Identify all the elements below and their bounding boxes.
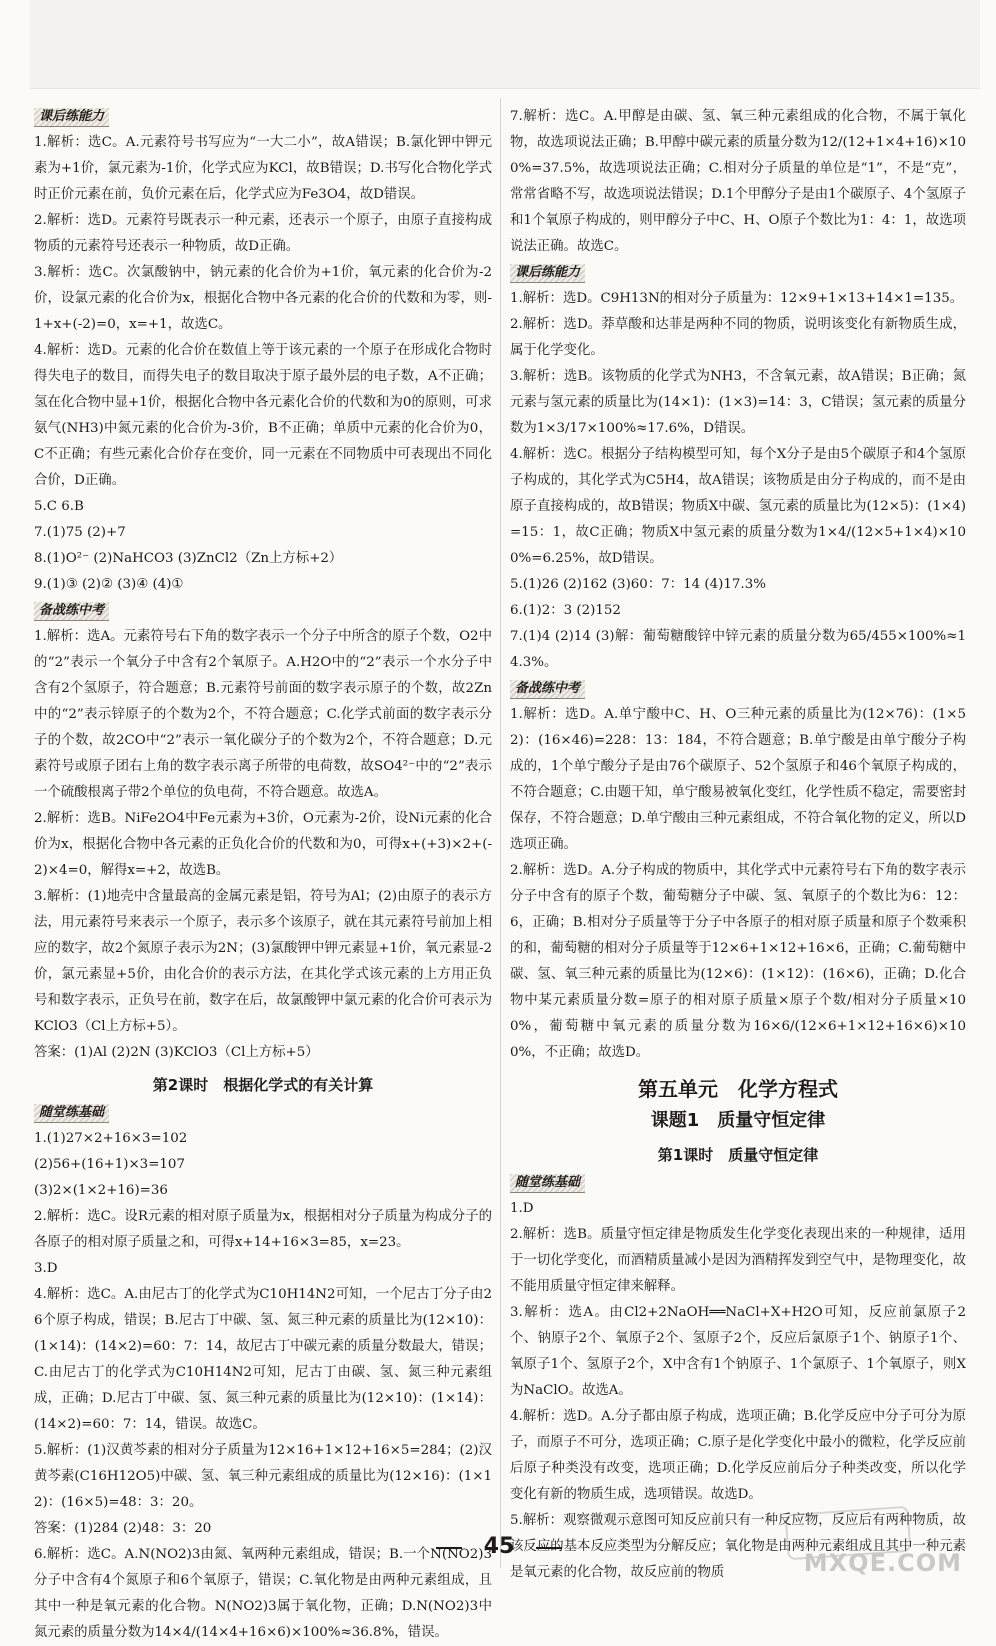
right-exam-answer-1: 1.解析：选D。A.单宁酸中C、H、O三种元素的质量比为(12×76)：(1×52)：(16×46)=228：13：184，不符合题意；B.单宁酸是由单宁酸分子构成的，1个单宁酸分子是由76个碳原子、52个氢原子和46个氧原子构成的，不符合题意；C.由题干知，单宁酸易被氧化变红，化学性质不稳定，需要密封保存，不符合题意；D.单宁酸由三种元素组成，不符合氧化物的定义，所以D选项正确。 xyxy=(510,707,966,852)
answer-left-4: 4.解析：选D。元素的化合价在数值上等于该元素的一个原子在形成化合物时得失电子的数目，而得失电子的数目取决于原子最外层的电子数，A不正确；氢在化合物中显+1价，根据化合物中各元素化合价的代数和为0的原则，可求氨气(NH3)中氮元素的化合价为-3价，B不正确；单质中元素的化合价为0，C不正确；有些元素化合价存在变价，同一元素在不同物质中可表现出不同化合价，D正确。 xyxy=(34,343,492,488)
answer-left-8: 8.(1)O²⁻ (2)NaHCO3 (3)ZnCl2（Zn上方标+2） xyxy=(34,551,343,566)
right-answer-7: 7.解析：选C。A.甲醇是由碳、氢、氧三种元素组成的化合物，不属于氧化物，故选项说法正确；B.甲醇中碳元素的质量分数为12/(12+1×4+16)×100%=37.5%，故选项说法正确；C.相对分子质量的单位是“1”，不是“克”，常常省略不写，故选项说法错误；D.1个甲醇分子是由1个碳原子、4个氢原子和1个氧原子构成的，则甲醇分子中C、H、O原子个数比为1：4：1，故选项说法正确。故选C。 xyxy=(510,109,966,254)
right-section-label-exam: 备战练中考 xyxy=(510,680,585,699)
lesson-title-calculation: 第2课时 根据化学式的有关计算 xyxy=(152,1076,374,1094)
section-label-basic-practice: 随堂练基础 xyxy=(34,1104,109,1123)
right-after-answer-7: 7.(1)4 (2)14 (3)解：葡萄糖酸锌中锌元素的质量分数为65/455×100%≈14.3%。 xyxy=(510,629,966,670)
right-after-answer-2: 2.解析：选D。莽草酸和达菲是两种不同的物质，说明该变化有新物质生成，属于化学变化。 xyxy=(510,317,966,358)
answer-left-3: 3.解析：选C。次氯酸钠中，钠元素的化合价为+1价，氧元素的化合价为-2价，设氯元素的化合价为x，根据化合物中各元素的化合价的代数和为零，则-1+x+(-2)=0，x=+1，故选C。 xyxy=(34,265,492,332)
right-after-answer-3: 3.解析：选B。该物质的化学式为NH3，不含氧元素，故A错误；B正确；氮元素与氢元素的质量比为(14×1)：(1×3)=14：3，C错误；氢元素的质量分数为1×3/17×100%≈17.6%，D错误。 xyxy=(510,369,966,436)
conservation-answer-2: 2.解析：选B。质量守恒定律是物质发生化学变化表现出来的一种规律，适用于一切化学变化，而酒精质量减小是因为酒精挥发到空气中，是物理变化，故不能用质量守恒定律来解释。 xyxy=(510,1227,966,1294)
answer-left-1: 1.解析：选C。A.元素符号书写应为“一大二小”，故A错误；B.氯化钾中钾元素为+1价，氯元素为-1价，化学式应为KCl，故B错误；D.书写化合物化学式时正价元素在前，负价元素在后，化学式应为Fe3O4，故D错误。 xyxy=(34,135,492,202)
unit-title: 第五单元 化学方程式 xyxy=(638,1077,838,1101)
exam-answer-2: 2.解析：选B。NiFe2O4中Fe元素为+3价，O元素为-2价，设Ni元素的化合价为x，根据化合物中各元素的正负化合价的代数和为0，可得x+(+3)×2+(-2)×4=0，解得x=+2，故选B。 xyxy=(34,811,492,878)
basic-answer-5: 5.解析：(1)汉黄芩素的相对分子质量为12×16+1×12+16×5=284；(2)汉黄芩素(C16H12O5)中碳、氢、氧三种元素组成的质量比为(12×16)：(1×12)：(16×5)=48：3：20。 xyxy=(34,1443,492,1510)
basic-answer-1a: 1.(1)27×2+16×3=102 xyxy=(34,1131,188,1146)
right-after-answer-5: 5.(1)26 (2)162 (3)60：7：14 (4)17.3% xyxy=(510,577,766,592)
header-margin xyxy=(30,0,980,89)
page-number: 45 xyxy=(460,1535,538,1559)
exam-answer-final: 答案：(1)Al (2)2N (3)KClO3（Cl上方标+5） xyxy=(34,1045,319,1060)
right-after-answer-1: 1.解析：选D。C9H13N的相对分子质量为：12×9+1×13+14×1=135。 xyxy=(510,291,964,306)
column-divider xyxy=(500,98,501,1568)
basic-answer-1b: (2)56+(16+1)×3=107 xyxy=(34,1157,185,1172)
right-column xyxy=(510,104,966,1580)
right-section-label-basic-practice: 随堂练基础 xyxy=(510,1174,585,1193)
answer-left-5-6: 5.C 6.B xyxy=(34,499,84,514)
exam-answer-3: 3.解析：(1)地壳中含量最高的金属元素是铝，符号为Al；(2)由原子的表示方法，用元素符号来表示一个原子，表示多个该原子，就在其元素符号前加上相应的数字，故2个氮原子表示为2N；(3)氯酸钾中钾元素显+1价，氧元素显-2价，氯元素显+5价，由化合价的表示方法，在其化学式该元素的上方用正负号和数字表示，正负号在前，数字在后，故氯酸钾中氯元素的化合价可表示为KClO3（Cl上方标+5）。 xyxy=(34,889,492,1034)
basic-answer-2: 2.解析：选C。设R元素的相对原子质量为x，根据相对分子质量为构成分子的各原子的相对原子质量之和，可得x+14+16×3=85，x=23。 xyxy=(34,1209,492,1250)
section-label-exam: 备战练中考 xyxy=(34,602,109,621)
left-column xyxy=(34,104,492,1640)
conservation-answer-5: 5.解析：观察微观示意图可知反应前只有一种反应物，反应后有两种物质，故该反应的基本反应类型为分解反应；氧化物是由两种元素组成且其中一种元素是氧元素的化合物，故反应前的物质 xyxy=(510,1513,966,1580)
answer-left-9: 9.(1)③ (2)② (3)④ (4)① xyxy=(34,577,184,592)
conservation-answer-4: 4.解析：选D。A.分子都由原子构成，选项正确；B.化学反应中分子可分为原子，而原子不可分，选项正确；C.原子是化学变化中最小的微粒，化学反应前后原子种类没有改变，选项正确；D.化学反应前后分子种类改变，所以化学变化有新的物质生成，选项错误。故选D。 xyxy=(510,1409,966,1502)
answer-left-2: 2.解析：选D。元素符号既表示一种元素，还表示一个原子，由原子直接构成物质的元素符号还表示一种物质，故D正确。 xyxy=(34,213,492,254)
basic-answer-6: 6.解析：选C。A.N(NO2)3由氮、氧两种元素组成，错误；B.一个N(NO2)3分子中含有4个氮原子和6个氧原子，错误；C.氧化物是由两种元素组成，且其中一种是氧元素的化合物。N(NO2)3属于氧化物，正确；D.N(NO2)3中氮元素的质量分数为14×4/(14×4+16×6)×100%≈36.8%，错误。 xyxy=(34,1547,492,1640)
conservation-answer-3: 3.解析：选A。由Cl2+2NaOH══NaCl+X+H2O可知，反应前氯原子2个、钠原子2个、氧原子2个、氢原子2个，反应后氯原子1个、钠原子1个、氧原子1个、氢原子2个，X中含有1个钠原子、1个氯原子、1个氧原子，则X为NaClO。故选A。 xyxy=(510,1305,966,1398)
right-after-answer-4: 4.解析：选C。根据分子结构模型可知，每个X分子是由5个碳原子和4个氢原子构成的，其化学式为C5H4，故A错误；该物质是由分子构成的，而不是由原子直接构成的，故B错误；物质X中碳、氢元素的质量比为(12×5)：(1×4)=15：1，故C正确；物质X中氢元素的质量分数为1×4/(12×5+1×4)×100%=6.25%，故D错误。 xyxy=(510,447,966,566)
right-section-label-after-class: 课后练能力 xyxy=(510,264,585,283)
topic-title: 课题1 质量守恒定律 xyxy=(650,1110,826,1131)
section-label-after-class: 课后练能力 xyxy=(34,108,109,127)
watermark-text: MXQE.COM xyxy=(803,1549,962,1577)
basic-answer-3: 3.D xyxy=(34,1261,58,1276)
conservation-answer-1: 1.D xyxy=(510,1201,534,1216)
right-after-answer-6: 6.(1)2：3 (2)152 xyxy=(510,603,621,618)
basic-answer-5-final: 答案：(1)284 (2)48：3：20 xyxy=(34,1521,212,1536)
basic-answer-1c: (3)2×(1×2+16)=36 xyxy=(34,1183,168,1198)
basic-answer-4: 4.解析：选C。A.由尼古丁的化学式为C10H14N2可知，一个尼古丁分子由26个原子构成，错误；B.尼古丁中碳、氢、氮三种元素的质量比为(12×10)：(1×14)：(14×2)=60：7：14，故尼古丁中碳元素的质量分数最大，错误；C.由尼古丁的化学式为C10H14N2可知，尼古丁由碳、氢、氮三种元素组成，正确；D.尼古丁中碳、氢、氮三种元素的质量比为(12×10)：(1×14)：(14×2)=60：7：14，错误。故选C。 xyxy=(34,1287,492,1432)
exam-answer-1: 1.解析：选A。元素符号右下角的数字表示一个分子中所含的原子个数，O2中的“2”表示一个氧分子中含有2个氧原子。A.H2O中的“2”表示一个水分子中含有2个氢原子，符合题意；B.元素符号前面的数字表示原子的个数，故2Zn中的“2”表示锌原子的个数为2个，不符合题意；C.化学式前面的数字表示分子的个数，故2CO中“2”表示一氧化碳分子的个数为2个，不符合题意；D.元素符号或原子团右上角的数字表示离子所带的电荷数，故SO4²⁻中的“2”表示一个硫酸根离子带2个单位的负电荷，不符合题意。故选A。 xyxy=(34,629,492,800)
answer-left-7: 7.(1)75 (2)+7 xyxy=(34,525,126,540)
right-exam-answer-2: 2.解析：选D。A.分子构成的物质中，其化学式中元素符号右下角的数字表示分子中含有的原子个数，葡萄糖分子中碳、氢、氧原子的个数比为6：12：6，正确；B.相对分子质量等于分子中各原子的相对原子质量和原子个数乘积的和，葡萄糖的相对分子质量等于12×6+1×12+16×6，正确；C.葡萄糖中碳、氢、氧三种元素的质量比为(12×6)：(1×12)：(16×6)，正确；D.化合物中某元素质量分数=原子的相对原子质量×原子个数/相对分子质量×100%，葡萄糖中氧元素的质量分数为16×6/(12×6+1×12+16×6)×100%，不正确；故选D。 xyxy=(510,863,966,1060)
lesson-title-conservation: 第1课时 质量守恒定律 xyxy=(657,1146,819,1164)
watermark xyxy=(786,1510,962,1576)
